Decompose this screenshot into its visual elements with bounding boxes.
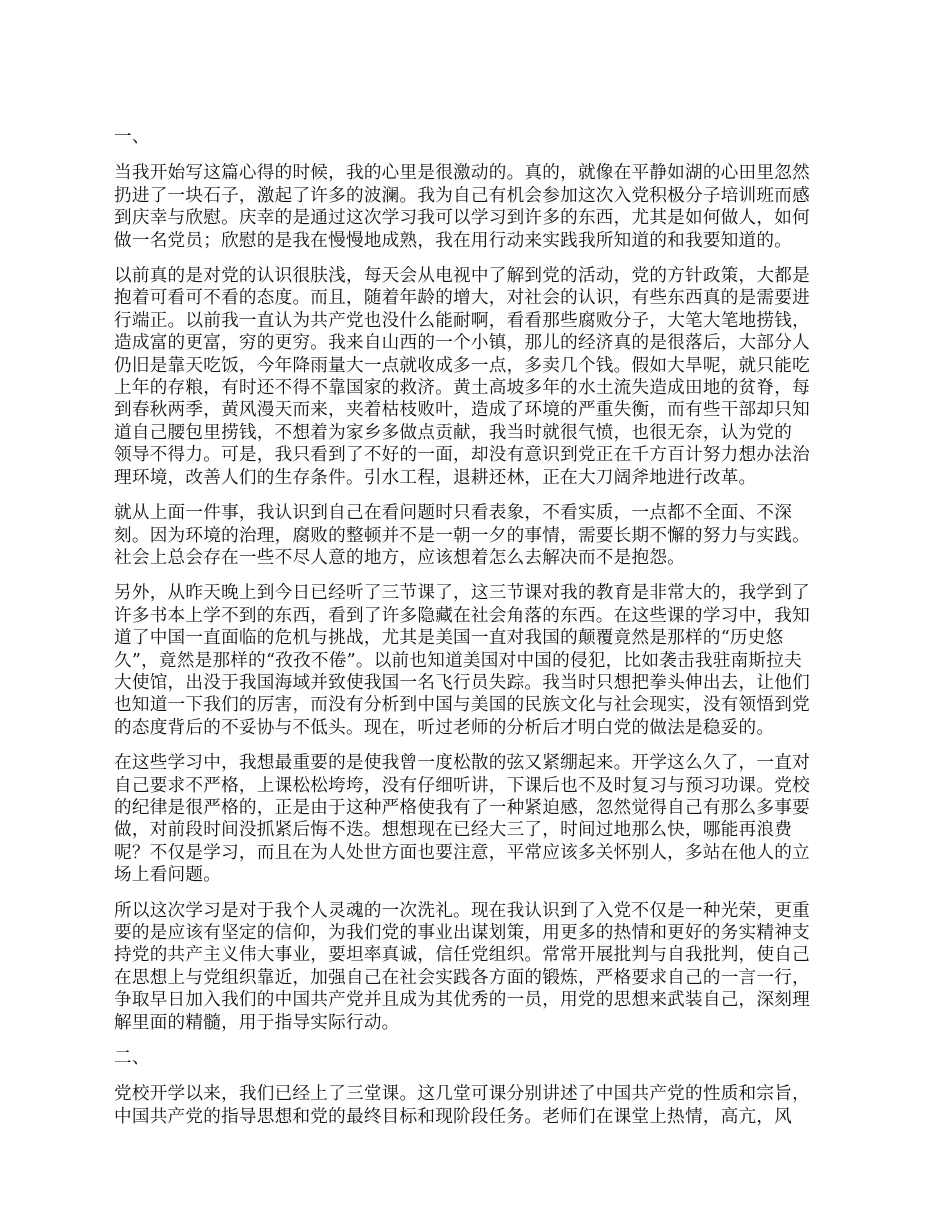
- paragraph-line: 解里面的精髓，用于指导实际行动。: [114, 1012, 400, 1033]
- paragraph-line: 在思想上与党组织靠近，加强自己在社会实践各方面的锻炼，严格要求自己的一言一行，: [114, 967, 810, 988]
- paragraph: [114, 502, 834, 569]
- paragraph-line: 当我开始写这篇心得的时候，我的心里是很激动的。真的，就像在平静如湖的心田里忽然: [114, 163, 810, 184]
- paragraph-line: 也知道一下我们的厉害，而没有分析到中国与美国的民族文化与社会现实，没有领悟到党: [114, 695, 810, 716]
- paragraph: [114, 900, 834, 1034]
- paragraph-line: 另外，从昨天晚上到今日已经听了三节课了，这三节课对我的教育是非常大的，我学到了: [114, 583, 810, 604]
- paragraph-line: 刻。因为环境的治理，腐败的整顿并不是一朝一夕的事情，需要长期不懈的努力与实践。: [114, 525, 810, 546]
- paragraph-line: 做一名党员；欣慰的是我在慢慢地成熟，我在用行动来实践我所知道的和我要知道的。: [114, 230, 793, 251]
- paragraph-line: 的纪律是很严格的，正是由于这种严格使我有了一种紧迫感，忽然觉得自己有那么多事要: [114, 797, 810, 818]
- paragraph-line: 造成富的更富，穷的更穷。我来自山西的一个小镇，那儿的经济真的是很落后，大部分人: [114, 333, 810, 354]
- document-page: [114, 126, 834, 1141]
- paragraph-line: 中国共产党的指导思想和党的最终目标和现阶段任务。老师们在课堂上热情，高亢，风: [114, 1106, 793, 1127]
- paragraph-line: 呢？不仅是学习，而且在为人处世方面也要注意，平常应该多关怀别人，多站在他人的立: [114, 842, 810, 863]
- paragraph: [114, 752, 834, 886]
- paragraph-line: 到庆幸与欣慰。庆幸的是通过这次学习我可以学习到许多的东西，尤其是如何做人，如何: [114, 208, 810, 229]
- paragraph-line: 持党的共产主义伟大事业，要坦率真诚，信任党组织。常常开展批判与自我批判，使自己: [114, 945, 810, 966]
- paragraph-line: 大使馆，出没于我国海域并致使我国一名飞行员失踪。我当时只想把拳头伸出去，让他们: [114, 672, 810, 693]
- paragraph-line: 就从上面一件事，我认识到自己在看问题时只看表象，不看实质，一点都不全面、不深: [114, 503, 793, 524]
- paragraph-line: 抱着可看可不看的态度。而且，随着年龄的增大，对社会的认识，有些东西真的是需要进: [114, 288, 810, 309]
- paragraph-line: 做，对前段时间没抓紧后悔不迭。想想现在已经大三了，时间过地那么快，哪能再浪费: [114, 820, 793, 841]
- section-1-body: [114, 162, 834, 1034]
- paragraph-line: 在这些学习中，我想最重要的是使我曾一度松散的弦又紧绷起来。开学这么久了，一直对: [114, 753, 810, 774]
- paragraph-line: 行端正。以前我一直认为共产党也没什么能耐啊，看看那些腐败分子，大笔大笔地捞钱，: [114, 310, 810, 331]
- paragraph-line: 扔进了一块石子，激起了许多的波澜。我为自己有机会参加这次入党积极分子培训班而感: [114, 185, 810, 206]
- paragraph: [114, 265, 834, 489]
- paragraph: [114, 162, 834, 252]
- paragraph-line: 社会上总会存在一些不尽人意的地方，应该想着怎么去解决而不是抱怨。: [114, 547, 686, 568]
- paragraph: [114, 1083, 834, 1128]
- section-2-body: [114, 1083, 834, 1128]
- paragraph-line: 党校开学以来，我们已经上了三堂课。这几堂可课分别讲述了中国共产党的性质和宗旨，: [114, 1084, 810, 1105]
- paragraph-line: 以前真的是对党的认识很肤浅，每天会从电视中了解到党的活动，党的方针政策，大都是: [114, 266, 810, 287]
- section-heading-2: 二、: [114, 1048, 150, 1069]
- paragraph-line: 到春秋两季，黄风漫天而来，夹着枯枝败叶，造成了环境的严重失衡，而有些干部却只知: [114, 400, 810, 421]
- paragraph-line: 所以这次学习是对于我个人灵魂的一次洗礼。现在我认识到了入党不仅是一种光荣，更重: [114, 900, 810, 921]
- paragraph-line: 理环境，改善人们的生存条件。引水工程，退耕还林，正在大刀阔斧地进行改革。: [114, 467, 757, 488]
- paragraph-line: 久”，竟然是那样的“孜孜不倦”。以前也知道美国对中国的侵犯，比如袭击我驻南斯拉夫: [114, 650, 802, 671]
- paragraph-line: 道自己腰包里捞钱，不想着为家乡多做点贡献，我当时就很气愤，也很无奈，认为党的: [114, 422, 793, 443]
- paragraph-line: 许多书本上学不到的东西，看到了许多隐藏在社会角落的东西。在这些课的学习中，我知: [114, 605, 810, 626]
- section-heading-1: 一、: [114, 127, 150, 147]
- paragraph-line: 自己要求不严格，上课松松垮垮，没有仔细听讲，下课后也不及时复习与预习功课。党校: [114, 775, 810, 796]
- paragraph-line: 仍旧是靠天吃饭，今年降雨量大一点就收成多一点，多卖几个钱。假如大旱呢，就只能吃: [114, 355, 810, 376]
- paragraph-line: 场上看问题。: [114, 865, 222, 886]
- paragraph-line: 领导不得力。可是，我只看到了不好的一面，却没有意识到党正在千方百计努力想办法治: [114, 445, 810, 466]
- paragraph-line: 争取早日加入我们的中国共产党并且成为其优秀的一员，用党的思想来武装自己，深刻理: [114, 990, 810, 1011]
- paragraph-line: 道了中国一直面临的危机与挑战，尤其是美国一直对我国的颠覆竟然是那样的“历史悠: [114, 628, 784, 649]
- paragraph: [114, 582, 834, 739]
- paragraph-line: 的态度背后的不妥协与不低头。现在，听过老师的分析后才明白党的做法是稳妥的。: [114, 717, 775, 738]
- paragraph-line: 要的是应该有坚定的信仰，为我们党的事业出谋划策，用更多的热情和更好的务实精神支: [114, 923, 810, 943]
- paragraph-line: 上年的存粮，有时还不得不靠国家的救济。黄土高坡多年的水土流失造成田地的贫脊，每: [114, 378, 810, 399]
